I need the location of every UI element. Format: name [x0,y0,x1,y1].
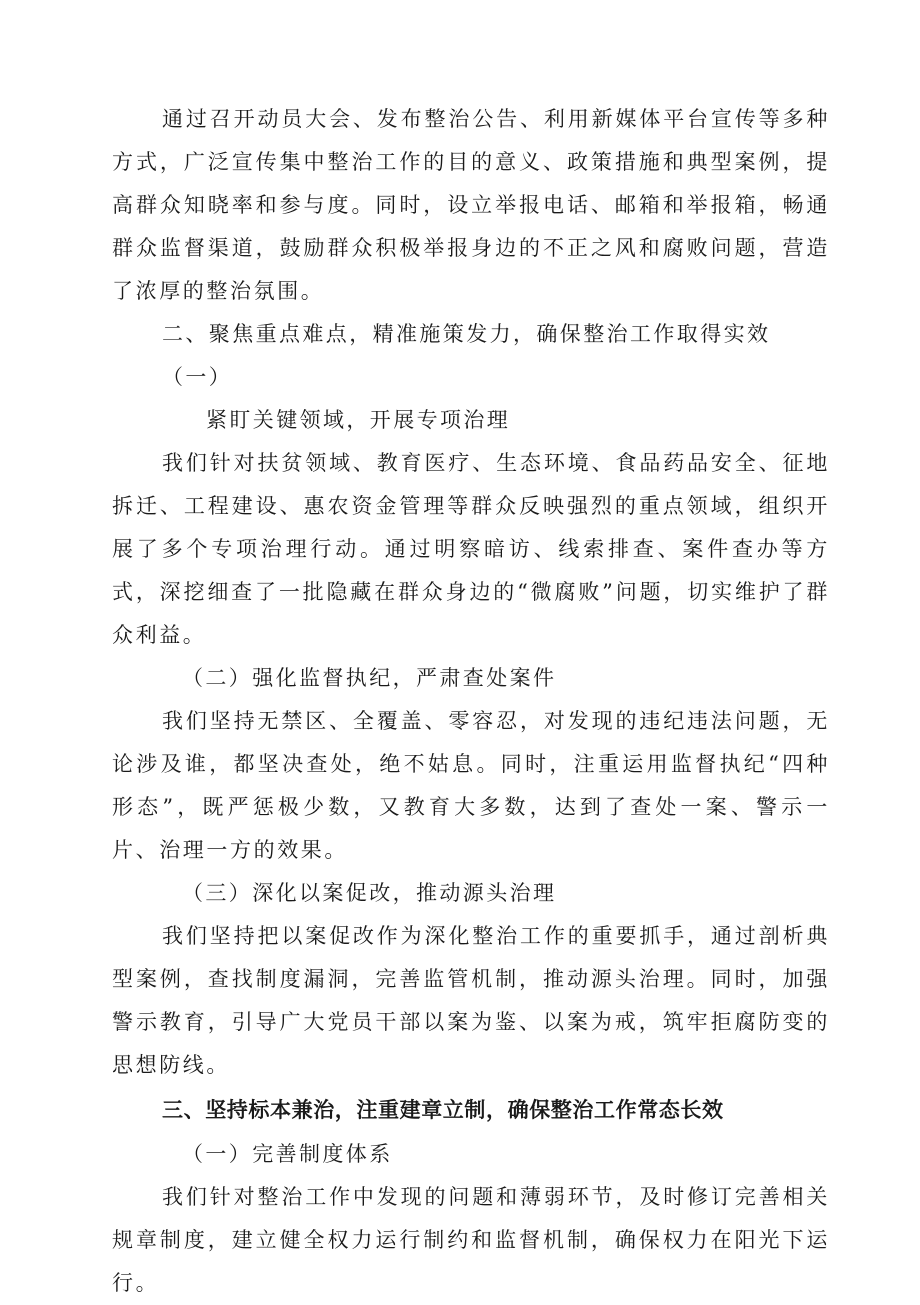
paragraph-institution: 我们针对整治工作中发现的问题和薄弱环节，及时修订完善相关规章制度，建立健全权力运行制约和监督机制，确保权力在阳光下运行。 [112,1185,830,1295]
subheading-case-reform: （三）深化以案促改，推动源头治理 [182,881,557,905]
paragraph-publicity: 通过召开动员大会、发布整治公告、利用新媒体平台宣传等多种方式，广泛宣传集中整治工作的目的意义、政策措施和典型案例，提高群众知晓率和参与度。同时，设立举报电话、邮箱和举报箱，畅通群众监督渠道，鼓励群众积极举报身边的不正之风和腐败问题，营造了浓厚的整治氛围。 [112,107,830,303]
document-body [112,98,830,1305]
paragraph-special-governance: 我们针对扶贫领域、教育医疗、生态环境、食品药品安全、征地拆迁、工程建设、惠农资金管理等群众反映强烈的重点领域，组织开展了多个专项治理行动。通过明察暗访、线索排查、案件查办等方式，深挖细查了一批隐藏在群众身边的“微腐败”问题，切实维护了群众利益。 [112,451,830,647]
paragraph-case-reform: 我们坚持把以案促改作为深化整治工作的重要抓手，通过剖析典型案例，查找制度漏洞，完善监管机制，推动源头治理。同时，加强警示教育，引导广大党员干部以案为鉴、以案为戒，筑牢拒腐防变的思想防线。 [112,924,830,1077]
section-heading-two-line2: 紧盯关键领域，开展专项治理 [206,408,511,432]
subheading-institution: （一）完善制度体系 [182,1142,393,1166]
section-heading-three: 三、坚持标本兼治，注重建章立制，确保整治工作常态长效 [162,1098,724,1122]
section-heading-two [112,313,830,442]
section-heading-two-line1: 二、聚焦重点难点，精准施策发力，确保整治工作取得实效（一） [162,322,771,389]
subheading-supervision: （二）强化监督执纪，严肃查处案件 [182,666,557,690]
paragraph-supervision: 我们坚持无禁区、全覆盖、零容忍，对发现的违纪违法问题，无论涉及谁，都坚决查处，绝不姑息。同时，注重运用监督执纪“四种形态”，既严惩极少数，又教育大多数，达到了查处一案、警示一片、治理一方的效果。 [112,709,830,862]
